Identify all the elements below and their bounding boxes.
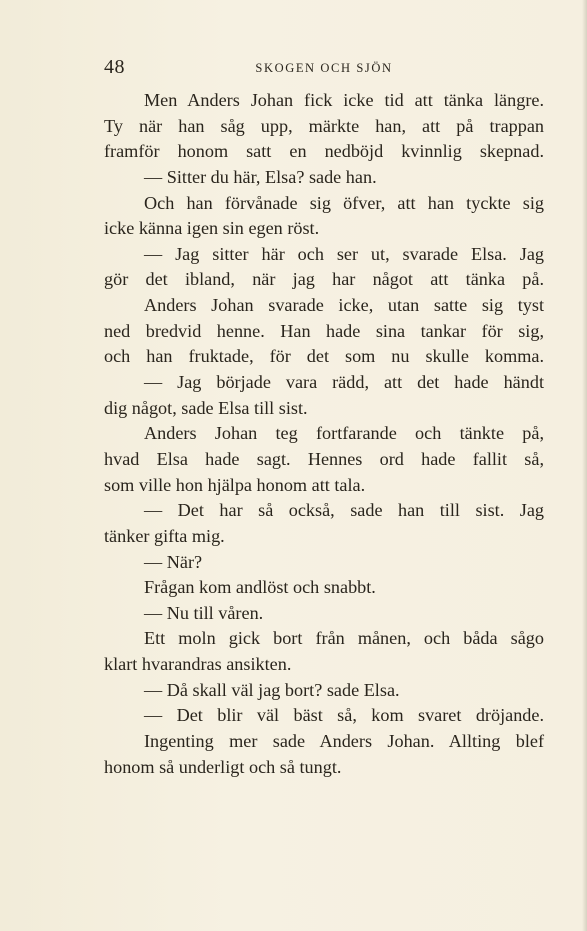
text-line: — Sitter du här, Elsa? sade han. bbox=[144, 166, 377, 187]
text-line: icke känna igen sin egen röst. bbox=[104, 218, 320, 239]
text-line: — Det har så också, sade han till sist. Jag bbox=[144, 500, 544, 521]
text-line: Ingenting mer sade Anders Johan. Allting blef bbox=[144, 731, 544, 752]
text-line: — Då skall väl jag bort? sade Elsa. bbox=[144, 679, 400, 700]
text-line: och han fruktade, för det som nu skulle komma. bbox=[104, 346, 544, 367]
text-line: — Jag började vara rädd, att det hade händt bbox=[144, 372, 544, 393]
text-line: dig något, sade Elsa till sist. bbox=[104, 397, 308, 418]
text-line: — Jag sitter här och ser ut, svarade Elsa. Jag bbox=[144, 243, 544, 264]
text-line: — När? bbox=[144, 551, 203, 572]
text-line: som ville hon hjälpa honom att tala. bbox=[104, 474, 366, 495]
text-line: Anders Johan svarade icke, utan satte sig tyst bbox=[144, 295, 544, 316]
text-line: Anders Johan teg fortfarande och tänkte på, bbox=[144, 423, 544, 444]
page-number: 48 bbox=[104, 56, 125, 78]
text-line: Och han förvånade sig öfver, att han tyckte sig bbox=[144, 192, 544, 213]
running-title: SKOGEN OCH SJÖN bbox=[255, 61, 393, 75]
text-line: framför honom satt en nedböjd kvinnlig skepnad. bbox=[104, 141, 544, 162]
text-line: Men Anders Johan fick icke tid att tänka längre. bbox=[144, 90, 544, 110]
body-text bbox=[104, 88, 544, 780]
text-line: Ty när han såg upp, märkte han, att på trappan bbox=[104, 115, 544, 136]
text-line: Ett moln gick bort från månen, och båda sågo bbox=[144, 628, 544, 649]
text-line: hvad Elsa hade sagt. Hennes ord hade fallit så, bbox=[104, 448, 544, 469]
text-line: ned bredvid henne. Han hade sina tankar för sig, bbox=[104, 320, 544, 341]
page-header bbox=[104, 56, 544, 80]
text-line: klart hvarandras ansikten. bbox=[104, 654, 292, 675]
text-line: honom så underligt och så tungt. bbox=[104, 756, 342, 777]
text-line: — Det blir väl bäst så, kom svaret dröjande. bbox=[144, 705, 544, 726]
text-line: gör det ibland, när jag har något att tänka på. bbox=[104, 269, 544, 290]
text-line: Frågan kom andlöst och snabbt. bbox=[144, 577, 376, 598]
page-edge-shadow bbox=[582, 0, 587, 931]
text-line: — Nu till våren. bbox=[144, 602, 264, 623]
text-line: tänker gifta mig. bbox=[104, 525, 225, 546]
